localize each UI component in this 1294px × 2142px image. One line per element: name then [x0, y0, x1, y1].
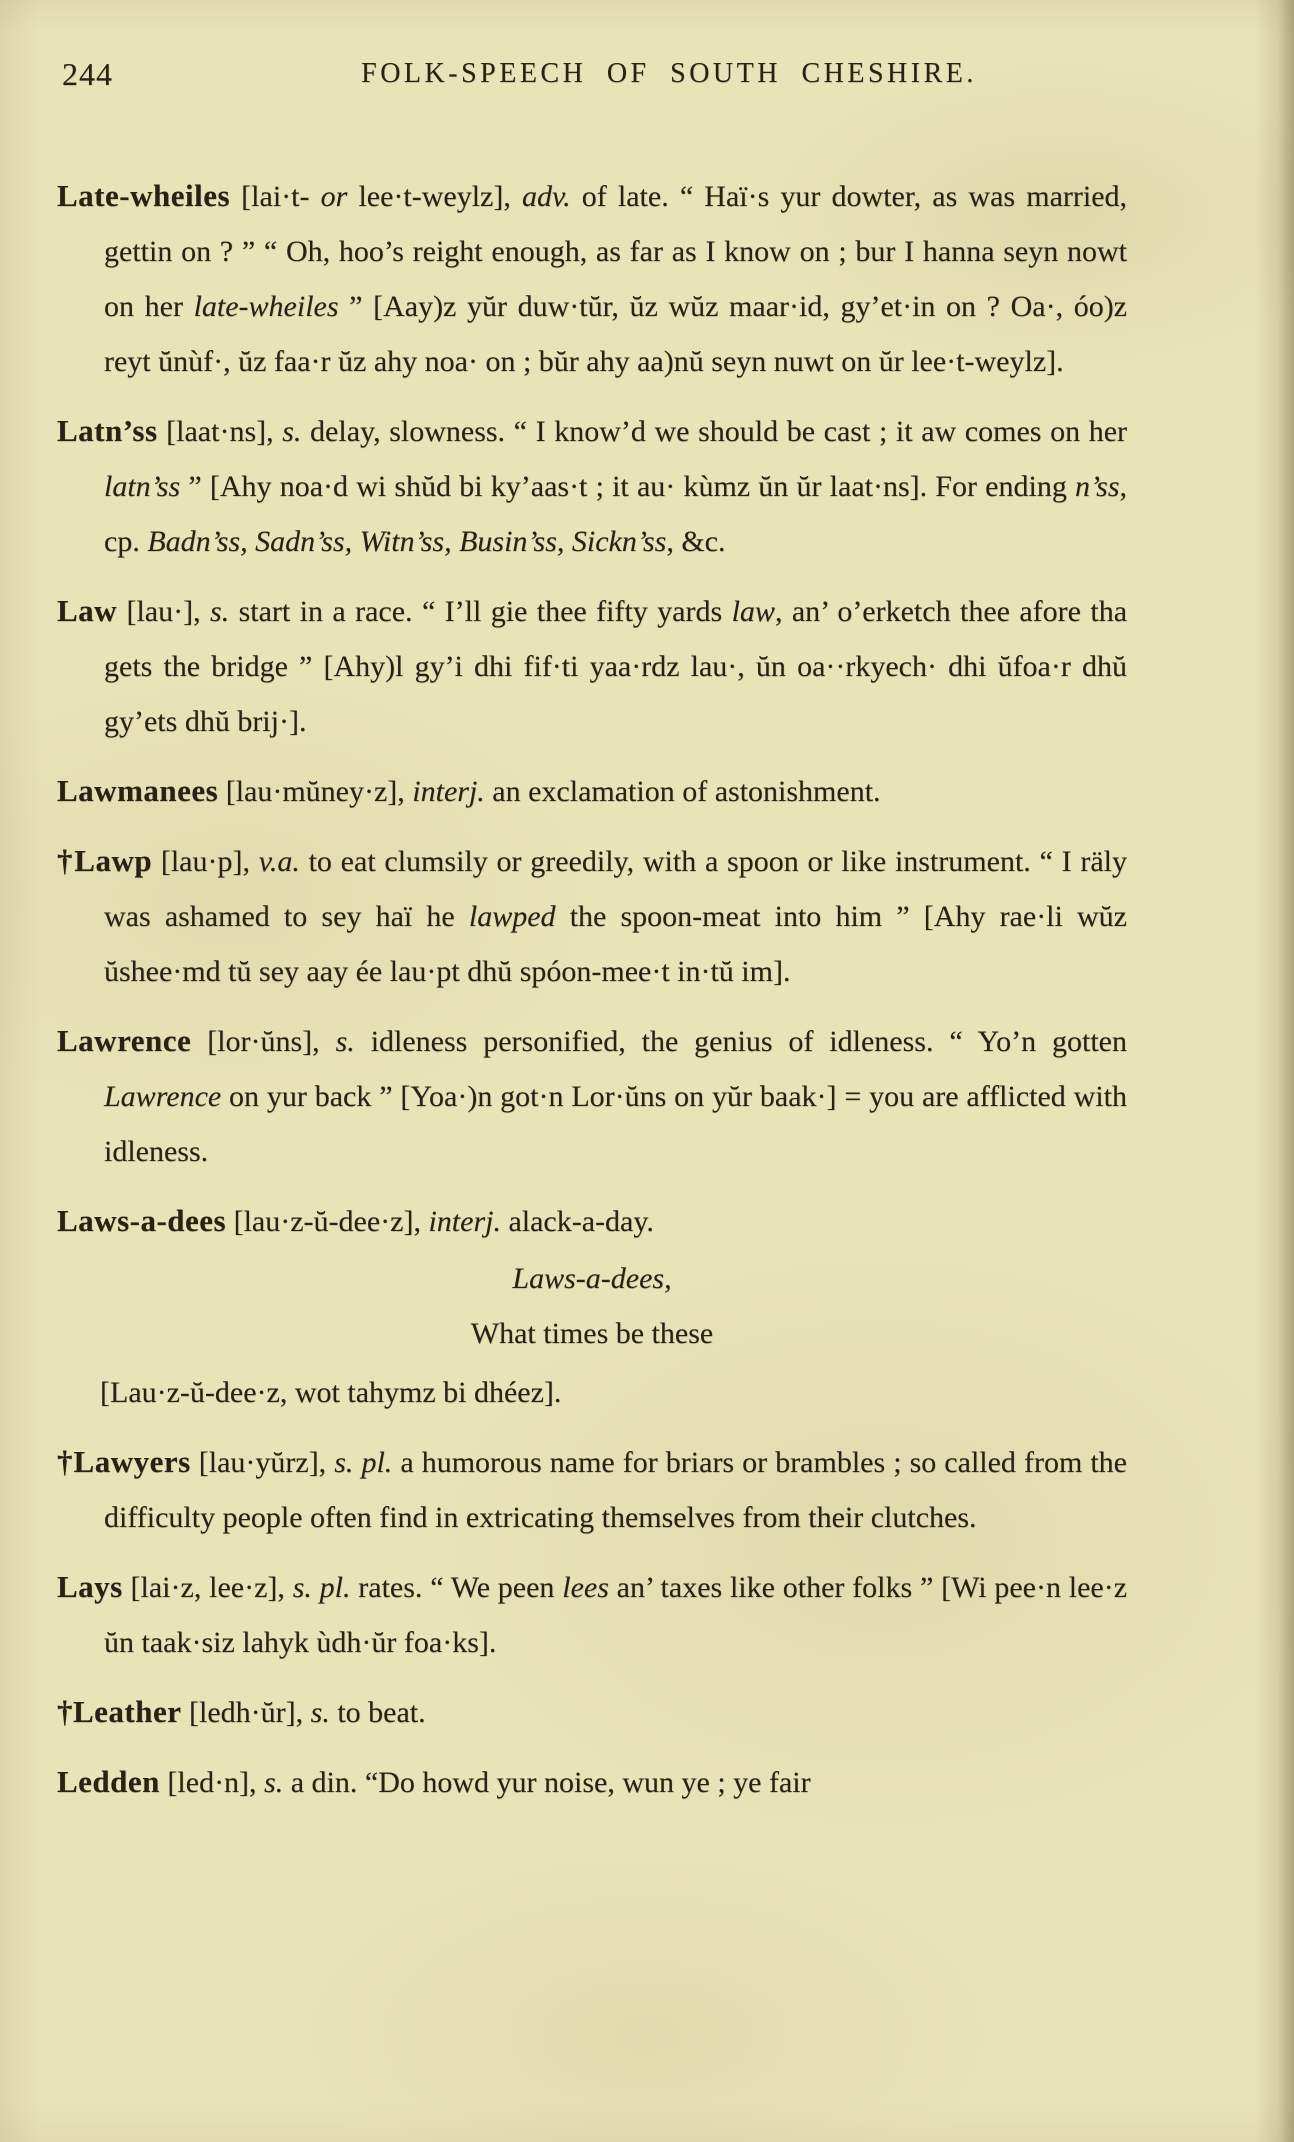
page-edge-shading — [1254, 0, 1294, 2142]
entry-text: to eat clumsily or greedily, with a spoon or like instrument. “ I räly was ashamed to sey haï he — [104, 845, 1128, 933]
entry-headword: Law — [57, 593, 118, 628]
entry-headword: Late-wheiles — [57, 178, 231, 213]
entry-text: Badn’ss, Sadn’ss, Witn’ss, Busin’ss, Sickn’ss — [147, 525, 667, 558]
verse-line — [57, 1306, 1127, 1361]
dictionary-entry — [57, 583, 1127, 749]
entry-text: start in a race. “ I’ll gie thee fifty yards — [229, 595, 732, 628]
entry-text: [lau·mŭney·z], — [218, 775, 413, 808]
entry-headword: †Lawyers — [57, 1444, 191, 1479]
entry-text: on yur back ” [Yoa·)n got·n Lor·ŭns on yŭr baak·] = you are afflicted with idleness. — [104, 1080, 1127, 1168]
entry-text: or — [320, 180, 348, 213]
entry-text: [lau·], — [117, 595, 211, 628]
dictionary-entry — [57, 1559, 1127, 1670]
entry-text: s. — [282, 415, 302, 448]
dictionary-entry — [57, 1193, 1127, 1249]
entry-text: alack-a-day. — [500, 1205, 654, 1238]
dictionary-entry — [57, 763, 1127, 819]
entry-text: ” [Aay)z yŭr duw·tŭr, ŭz wŭz maar·id, gy’et·in on ? Oa·, óo)z reyt ŭnùf·, ŭz faa·r ŭz ahy noa· on ; bŭr ahy aa)nŭ seyn nuwt on ŭr lee·t-weylz]. — [104, 290, 1128, 378]
entries — [57, 168, 1127, 1810]
dictionary-entry — [57, 833, 1127, 999]
entry-text: delay, slowness. “ I know’d we should be cast ; it aw comes on her — [301, 415, 1127, 448]
entry-headword: Ledden — [57, 1764, 160, 1799]
entry-text: law — [731, 595, 775, 628]
entry-text: s. pl. — [292, 1571, 351, 1604]
entry-text: [lau·z-ŭ-dee·z], — [226, 1205, 429, 1238]
entry-text: lee·t-weylz], — [347, 180, 523, 213]
entry-headword: Lays — [57, 1569, 123, 1604]
entry-headword: †Leather — [57, 1694, 182, 1729]
entry-text: [lai·t- — [230, 180, 321, 213]
entry-text: Laws-a-dees, — [512, 1262, 672, 1295]
entry-text: the spoon-meat into him ” [Ahy rae·li wŭz ŭshee·md tŭ sey aay ée lau·pt dhŭ spóon-mee·t in·tŭ im]. — [104, 900, 1127, 988]
entry-text: [ledh·ŭr], — [181, 1696, 311, 1729]
entry-headword: †Lawp — [57, 843, 153, 878]
entry-text: [Lau·z-ŭ-dee·z, wot tahymz bi dhéez]. — [100, 1376, 562, 1409]
entry-text: , an’ o’erketch thee afore tha gets the bridge ” [Ahy)l gy’i dhi fif·ti yaa·rdz lau·, ŭn oa··rkyech· dhi ŭfoa·r dhŭ gy’ets dhŭ brij·]. — [104, 595, 1128, 738]
entry-text: [laat·ns], — [157, 415, 283, 448]
entry-text: adv. — [522, 180, 571, 213]
entry-text: rates. “ We peen — [350, 1571, 563, 1604]
page-header — [0, 54, 1294, 98]
entry-text: ” [Ahy noa·d wi shŭd bi ky’aas·t ; it au· kùmz ŭn ŭr laat·ns]. For ending — [180, 470, 1076, 503]
entry-text: s. — [335, 1025, 355, 1058]
entry-text: a humorous name for briars or brambles ; so called from the difficulty people often find in extricating themselves from their clutches. — [104, 1446, 1127, 1534]
dictionary-entry — [57, 1754, 1127, 1810]
verse-line — [57, 1251, 1127, 1306]
entry-text: idleness personified, the genius of idleness. “ Yo’n gotten — [354, 1025, 1127, 1058]
entry-text: [lai·z, lee·z], — [122, 1571, 293, 1604]
entry-text: [lau·yŭrz], — [190, 1446, 335, 1479]
entry-text: lees — [562, 1571, 609, 1604]
running-title: FOLK-SPEECH OF SOUTH CHESHIRE. — [361, 58, 977, 89]
entry-text: a din. “Do howd yur noise, wun ye ; ye fair — [283, 1766, 811, 1799]
entry-text: [led·n], — [159, 1766, 265, 1799]
entry-text: an exclamation of astonishment. — [484, 775, 881, 808]
entry-text: What times be these — [470, 1317, 714, 1350]
entry-headword: Lawmanees — [57, 773, 219, 808]
entry-text: to beat. — [329, 1696, 426, 1729]
phonetic-line — [57, 1365, 1127, 1420]
entry-text: , &c. — [666, 525, 726, 558]
entry-text: n’ss — [1075, 470, 1120, 503]
entry-text: an’ taxes like other folks ” [Wi pee·n lee·z ŭn taak·siz lahyk ùdh·ŭr foa·ks]. — [104, 1571, 1128, 1659]
entry-text: s. — [264, 1766, 284, 1799]
dictionary-entry — [57, 168, 1127, 389]
entry-headword: Laws-a-dees — [57, 1203, 227, 1238]
entry-headword: Latn’ss — [57, 413, 158, 448]
entry-text: late-wheiles — [193, 290, 339, 323]
entry-text: [lor·ŭns], — [191, 1025, 336, 1058]
entry-text: s. — [210, 595, 230, 628]
entry-text: s. pl. — [334, 1446, 393, 1479]
dictionary-entry — [57, 403, 1127, 569]
dictionary-entry — [57, 1684, 1127, 1740]
entry-text: latn’ss — [104, 470, 181, 503]
entry-text: interj. — [428, 1205, 501, 1238]
entry-text: v.a. — [258, 845, 300, 878]
dictionary-entry — [57, 1434, 1127, 1545]
entry-text: of late. “ Haï·s yur dowter, as was married, gettin on ? ” “ Oh, hoo’s reight enough, as far as I know on ; bur I hanna seyn nowt on her — [104, 180, 1128, 323]
entry-text: Lawrence — [104, 1080, 222, 1113]
entry-text: , cp. — [104, 470, 1127, 558]
entry-text: [lau·p], — [152, 845, 259, 878]
entry-text: s. — [310, 1696, 330, 1729]
page-number: 244 — [62, 56, 113, 92]
entry-text: lawped — [468, 900, 556, 933]
entry-headword: Lawrence — [57, 1023, 192, 1058]
dictionary-entry — [57, 1013, 1127, 1179]
entry-text: interj. — [412, 775, 485, 808]
